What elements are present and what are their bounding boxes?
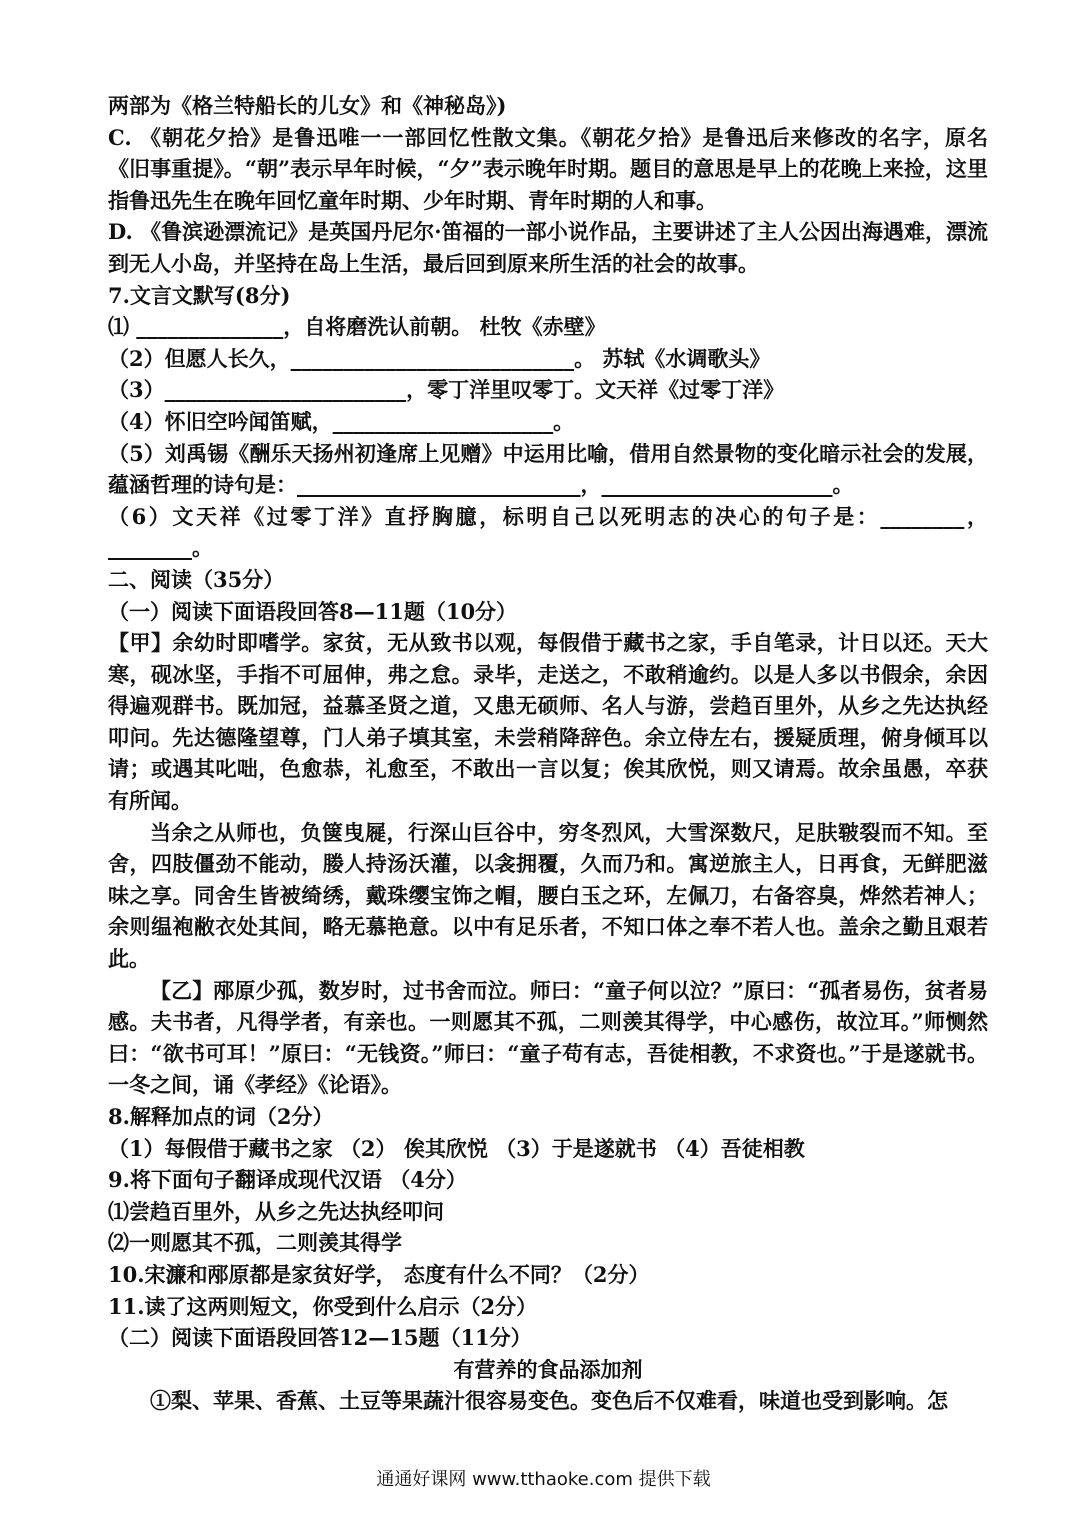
question-7-item-1: ⑴ ______________，自将磨洗认前朝。 杜牧《赤壁》 — [108, 314, 606, 340]
question-8-title: 8.解释加点的词（2分） — [108, 1104, 334, 1129]
question-9-item-1: ⑴尝趋百里外，从乡之先达执经叩问 — [108, 1198, 444, 1224]
question-8-items: （1）每假借于藏书之家 （2） 俟其欣悦 （3）于是遂就书 （4）吾徒相教 — [108, 1135, 805, 1161]
question-10: 10.宋濂和邴原都是家贫好学， 态度有什么不同？（2分） — [108, 1261, 650, 1287]
part-1-heading: （一）阅读下面语段回答8—11题（10分） — [108, 598, 518, 624]
part-2-heading: （二）阅读下面语段回答12—15题（11分） — [108, 1325, 532, 1351]
article-paragraph-1: ①梨、苹果、香蕉、土豆等果蔬汁很容易变色。变色后不仅难看，味道也受到影响。怎 — [150, 1388, 948, 1414]
text-line: 两部为《格兰特船长的儿女》和《神秘岛》) — [108, 93, 507, 118]
question-7-item-5: （5）刘禹锡《酬乐天扬州初逢席上见赠》中运用比喻，借用自然景物的变化暗示社会的发展，蕴涵哲理的诗句是：___________________________，______________________。 — [108, 440, 988, 498]
passage-yi: 【乙】邴原少孤，数岁时，过书舍而泣。师曰：“童子何以泣？”原曰：“孤者易伤，贫者易感。夫书者，凡得学者，有亲也。一则愿其不孤，二则羡其得学，中心感伤，故泣耳。”师恻然曰：“欲书可耳！”原曰：“无钱资。”师曰：“童子苟有志，吾徒相教，不求资也。”于是遂就书。一冬之间，诵《孝经》《论语》。 — [108, 977, 988, 1098]
question-11: 11.读了这两则短文，你受到什么启示（2分） — [108, 1293, 538, 1319]
question-7-item-4: （4）怀旧空吟闻笛赋，_____________________。 — [108, 408, 575, 434]
page-footer: 通通好课网 www.tthaoke.com 提供下载 — [376, 1469, 711, 1490]
question-9-title: 9.将下面句子翻译成现代汉语 （4分） — [108, 1167, 467, 1193]
document-body — [108, 90, 988, 1417]
question-7-item-6: （6）文天祥《过零丁洋》直抒胸臆，标明自己以死明志的决心的句子是：________，________。 — [108, 503, 988, 561]
passage-jia-paragraph-2: 当余之从师也，负箧曳屣，行深山巨谷中，穷冬烈风，大雪深数尺，足肤皲裂而不知。至舍，四肢僵劲不能动，媵人持汤沃灌，以衾拥覆，久而乃和。寓逆旅主人，日再食，无鲜肥滋味之享。同舍生皆被绮绣，戴珠缨宝饰之帽，腰白玉之环，左佩刀，右备容臭，烨然若神人；余则缊袍敝衣处其间，略无慕艳意。以中有足乐者，不知口体之奉不若人也。盖余之勤且艰若此。 — [108, 819, 988, 972]
option-c: C. 《朝花夕拾》是鲁迅唯一一部回忆性散文集。《朝花夕拾》是鲁迅后来修改的名字，原名《旧事重提》。“朝”表示早年时候，“夕”表示晚年时期。题目的意思是早上的花晚上来捡，这里指鲁迅先生在晚年回忆童年时期、少年时期、青年时期的人和事。 — [108, 124, 988, 213]
article-title: 有营养的食品添加剂 — [453, 1356, 643, 1382]
question-7-item-2: （2）但愿人长久，___________________________。 苏轼《水调歌头》 — [108, 345, 771, 371]
question-7-item-3: （3）_______________________，零丁洋里叹零丁。文天祥《过零丁洋》 — [108, 377, 785, 403]
question-9-item-2: ⑵一则愿其不孤，二则羡其得学 — [108, 1230, 402, 1256]
question-7-title: 7.文言文默写(8分) — [108, 282, 291, 308]
passage-jia-paragraph-1: 【甲】余幼时即嗜学。家贫，无从致书以观，每假借于藏书之家，手自笔录，计日以还。天大寒，砚冰坚，手指不可屈伸，弗之怠。录毕，走送之，不敢稍逾约。以是人多以书假余，余因得遍观群书。既加冠，益慕圣贤之道，又患无硕师、名人与游，尝趋百里外，从乡之先达执经叩问。先达德隆望尊，门人弟子填其室，未尝稍降辞色。余立侍左右，援疑质理，俯身倾耳以请；或遇其叱咄，色愈恭，礼愈至，不敢出一言以复；俟其欣悦，则又请焉。故余虽愚，卒获有所闻。 — [108, 630, 988, 814]
section-2-heading: 二、阅读（35分） — [108, 566, 285, 592]
option-d: D. 《鲁滨逊漂流记》是英国丹尼尔·笛福的一部小说作品，主要讲述了主人公因出海遇难，漂流到无人小岛，并坚持在岛上生活，最后回到原来所生活的社会的故事。 — [108, 219, 988, 276]
